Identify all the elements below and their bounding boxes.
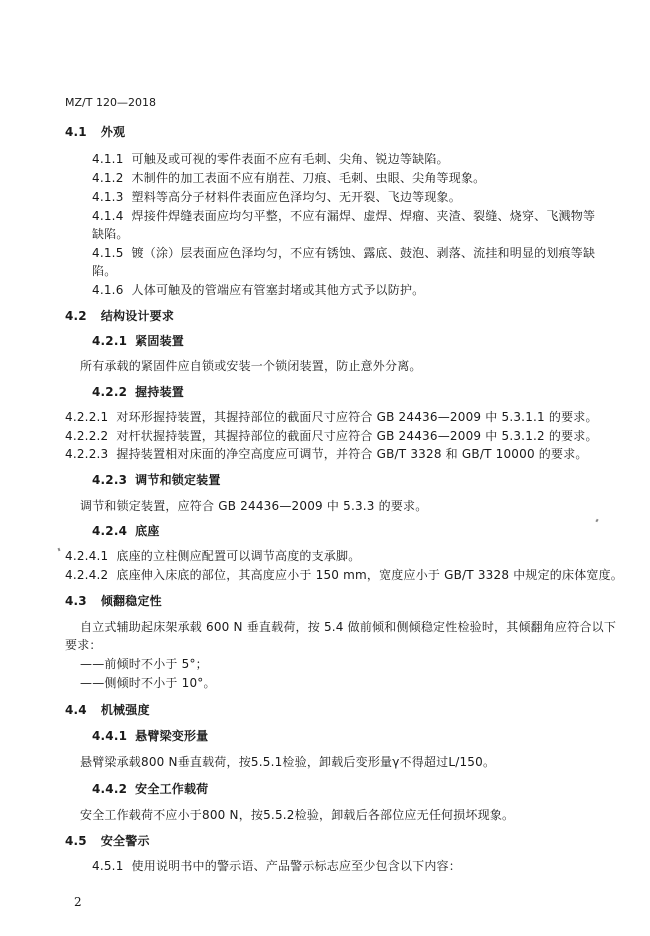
- clause-4-2-4-1: 4.2.4.1 底座的立柱侧应配置可以调节高度的支承脚。: [65, 549, 361, 563]
- clause-4-1-4-cont: 缺陷。: [92, 227, 129, 241]
- dash-item-side-tilt: ——侧倾时不小于 10°。: [80, 676, 216, 690]
- scan-speck: [58, 548, 61, 552]
- paragraph-4-2-3: 调节和锁定装置，应符合 GB 24436—2009 中 5.3.3 的要求。: [80, 499, 428, 513]
- clause-4-2-2-1: 4.2.2.1 对环形握持装置，其握持部位的截面尺寸应符合 GB 24436—2009 中 5.3.1.1 的要求。: [65, 410, 598, 424]
- scan-speck: [595, 519, 598, 523]
- clause-4-1-2: 4.1.2 木制件的加工表面不应有崩茬、刀痕、毛刺、虫眼、尖角等现象。: [92, 171, 486, 185]
- subsection-heading-4-2-4: 4.2.4 底座: [92, 524, 160, 538]
- paragraph-4-3-cont: 要求：: [65, 638, 102, 652]
- clause-4-2-2-3: 4.2.2.3 握持装置相对床面的净空高度应可调节，并符合 GB/T 3328 和 GB/T 10000 的要求。: [65, 447, 588, 461]
- subsection-heading-4-2-2: 4.2.2 握持装置: [92, 385, 184, 399]
- clause-4-2-4-2: 4.2.4.2 底座伸入床底的部位，其高度应小于 150 mm，宽度应小于 GB/T 3328 中规定的床体宽度。: [65, 568, 623, 582]
- page-number: 2: [74, 895, 82, 909]
- section-heading-4-2: 4.2 结构设计要求: [65, 309, 175, 323]
- subsection-heading-4-4-2: 4.4.2 安全工作载荷: [92, 782, 209, 796]
- standard-code-header: MZ/T 120—2018: [65, 96, 156, 109]
- subsection-heading-4-2-1: 4.2.1 紧固装置: [92, 334, 184, 348]
- clause-4-5-1: 4.5.1 使用说明书中的警示语、产品警示标志应至少包含以下内容：: [92, 859, 461, 873]
- paragraph-4-4-1: 悬臂梁承载800 N垂直载荷，按5.5.1检验，卸载后变形量γ不得超过L/150。: [80, 755, 496, 769]
- clause-4-1-5: 4.1.5 镀（涂）层表面应色泽均匀，不应有锈蚀、露底、鼓泡、剥落、流挂和明显的划痕等缺: [92, 246, 596, 260]
- paragraph-4-2-1: 所有承载的紧固件应自锁或安装一个锁闭装置，防止意外分离。: [80, 359, 422, 373]
- section-heading-4-4: 4.4 机械强度: [65, 703, 150, 717]
- clause-4-2-2-2: 4.2.2.2 对杆状握持装置，其握持部位的截面尺寸应符合 GB 24436—2009 中 5.3.1.2 的要求。: [65, 429, 598, 443]
- clause-4-1-1: 4.1.1 可触及或可视的零件表面不应有毛刺、尖角、锐边等缺陷。: [92, 152, 449, 166]
- paragraph-4-3: 自立式辅助起床架承载 600 N 垂直载荷，按 5.4 做前倾和侧倾稳定性检验时，其倾翻角应符合以下: [80, 620, 617, 634]
- section-heading-4-1: 4.1 外观: [65, 125, 126, 139]
- clause-4-1-6: 4.1.6 人体可触及的管端应有管塞封堵或其他方式予以防护。: [92, 283, 425, 297]
- clause-4-1-4: 4.1.4 焊接件焊缝表面应均匀平整，不应有漏焊、虚焊、焊瘤、夹渣、裂缝、烧穿、飞溅物等: [92, 209, 596, 223]
- subsection-heading-4-2-3: 4.2.3 调节和锁定装置: [92, 473, 221, 487]
- clause-4-1-3: 4.1.3 塑料等高分子材料件表面应色泽均匀、无开裂、飞边等现象。: [92, 190, 461, 204]
- clause-4-1-5-cont: 陷。: [92, 264, 117, 278]
- dash-item-forward-tilt: ——前倾时不小于 5°；: [80, 657, 208, 671]
- section-heading-4-3: 4.3 倾翻稳定性: [65, 594, 162, 608]
- subsection-heading-4-4-1: 4.4.1 悬臂梁变形量: [92, 729, 209, 743]
- section-heading-4-5: 4.5 安全警示: [65, 834, 150, 848]
- paragraph-4-4-2: 安全工作载荷不应小于800 N，按5.5.2检验，卸载后各部位应无任何损坏现象。: [80, 808, 515, 822]
